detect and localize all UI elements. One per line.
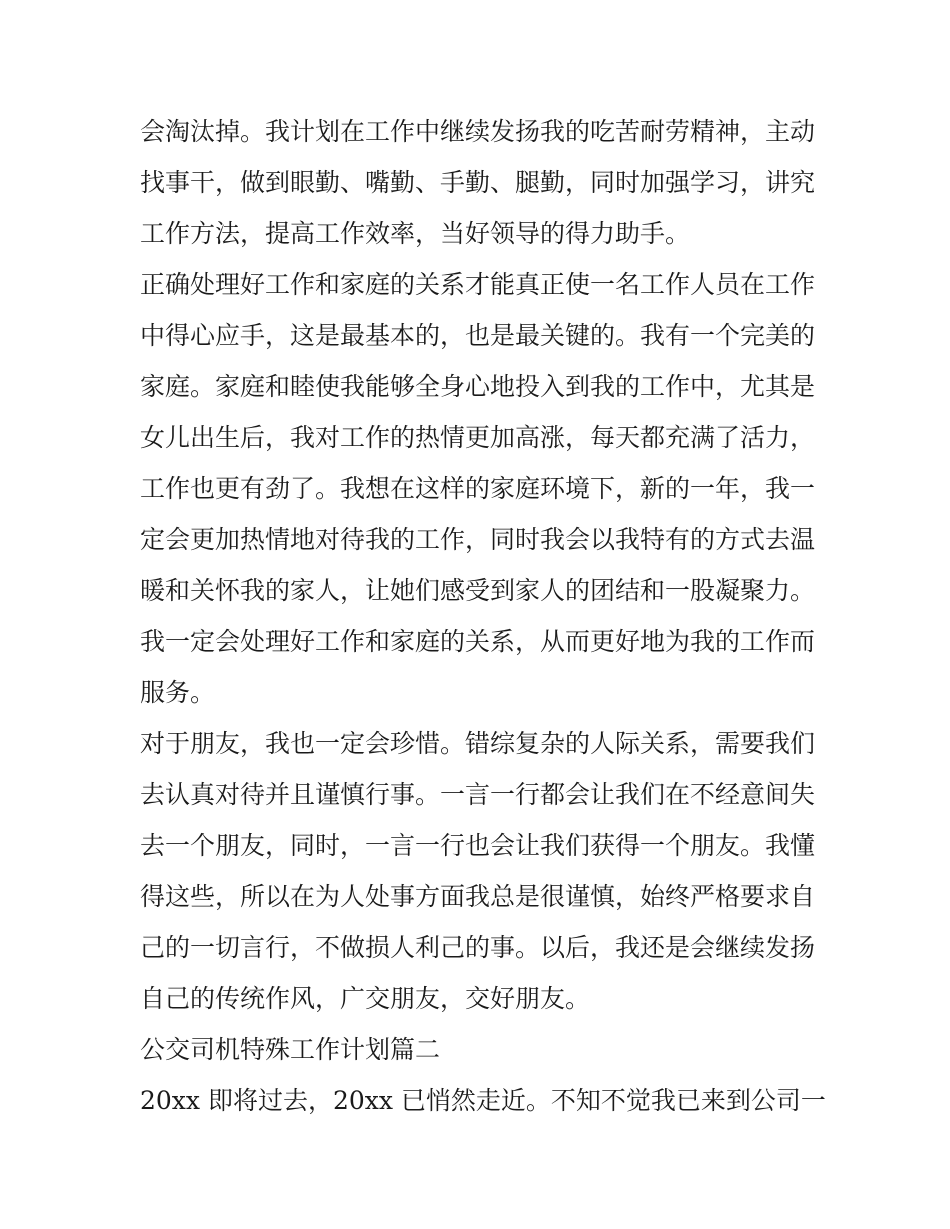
text-line: 己的一切言行，不做损人利己的事。以后，我还是会继续发扬 xyxy=(140,933,816,962)
text-line: 会淘汰掉。我计划在工作中继续发扬我的吃苦耐劳精神，主动 xyxy=(140,117,816,146)
section-heading: 公交司机特殊工作计划篇二 xyxy=(140,1035,441,1064)
text-line: 得这些，所以在为人处事方面我总是很谨慎，始终严格要求自 xyxy=(140,882,816,911)
document-body xyxy=(140,106,826,1126)
text-line: 去认真对待并且谨慎行事。一言一行都会让我们在不经意间失 xyxy=(140,780,816,809)
text-line: 工作也更有劲了。我想在这样的家庭环境下，新的一年，我一 xyxy=(140,474,816,503)
text-line: 暖和关怀我的家人，让她们感受到家人的团结和一股凝聚力。 xyxy=(140,576,816,605)
text-line: 工作方法，提高工作效率，当好领导的得力助手。 xyxy=(140,219,691,248)
text-line: 对于朋友，我也一定会珍惜。错综复杂的人际关系，需要我们 xyxy=(140,729,816,758)
text-line: 服务。 xyxy=(140,678,216,707)
text-line: 自己的传统作风，广交朋友，交好朋友。 xyxy=(140,984,591,1013)
text-line: 20xx 即将过去，20xx 已悄然走近。不知不觉我已来到公司一 xyxy=(140,1086,826,1115)
text-line: 正确处理好工作和家庭的关系才能真正使一名工作人员在工作 xyxy=(140,270,816,299)
text-line: 中得心应手，这是最基本的，也是最关键的。我有一个完美的 xyxy=(140,321,816,350)
text-line: 找事干，做到眼勤、嘴勤、手勤、腿勤，同时加强学习，讲究 xyxy=(140,168,816,197)
text-line: 女儿出生后，我对工作的热情更加高涨，每天都充满了活力， xyxy=(140,423,816,452)
text-line: 我一定会处理好工作和家庭的关系，从而更好地为我的工作而 xyxy=(140,627,816,656)
text-line: 家庭。家庭和睦使我能够全身心地投入到我的工作中，尤其是 xyxy=(140,372,816,401)
text-line: 去一个朋友，同时，一言一行也会让我们获得一个朋友。我懂 xyxy=(140,831,816,860)
text-line: 定会更加热情地对待我的工作，同时我会以我特有的方式去温 xyxy=(140,525,816,554)
